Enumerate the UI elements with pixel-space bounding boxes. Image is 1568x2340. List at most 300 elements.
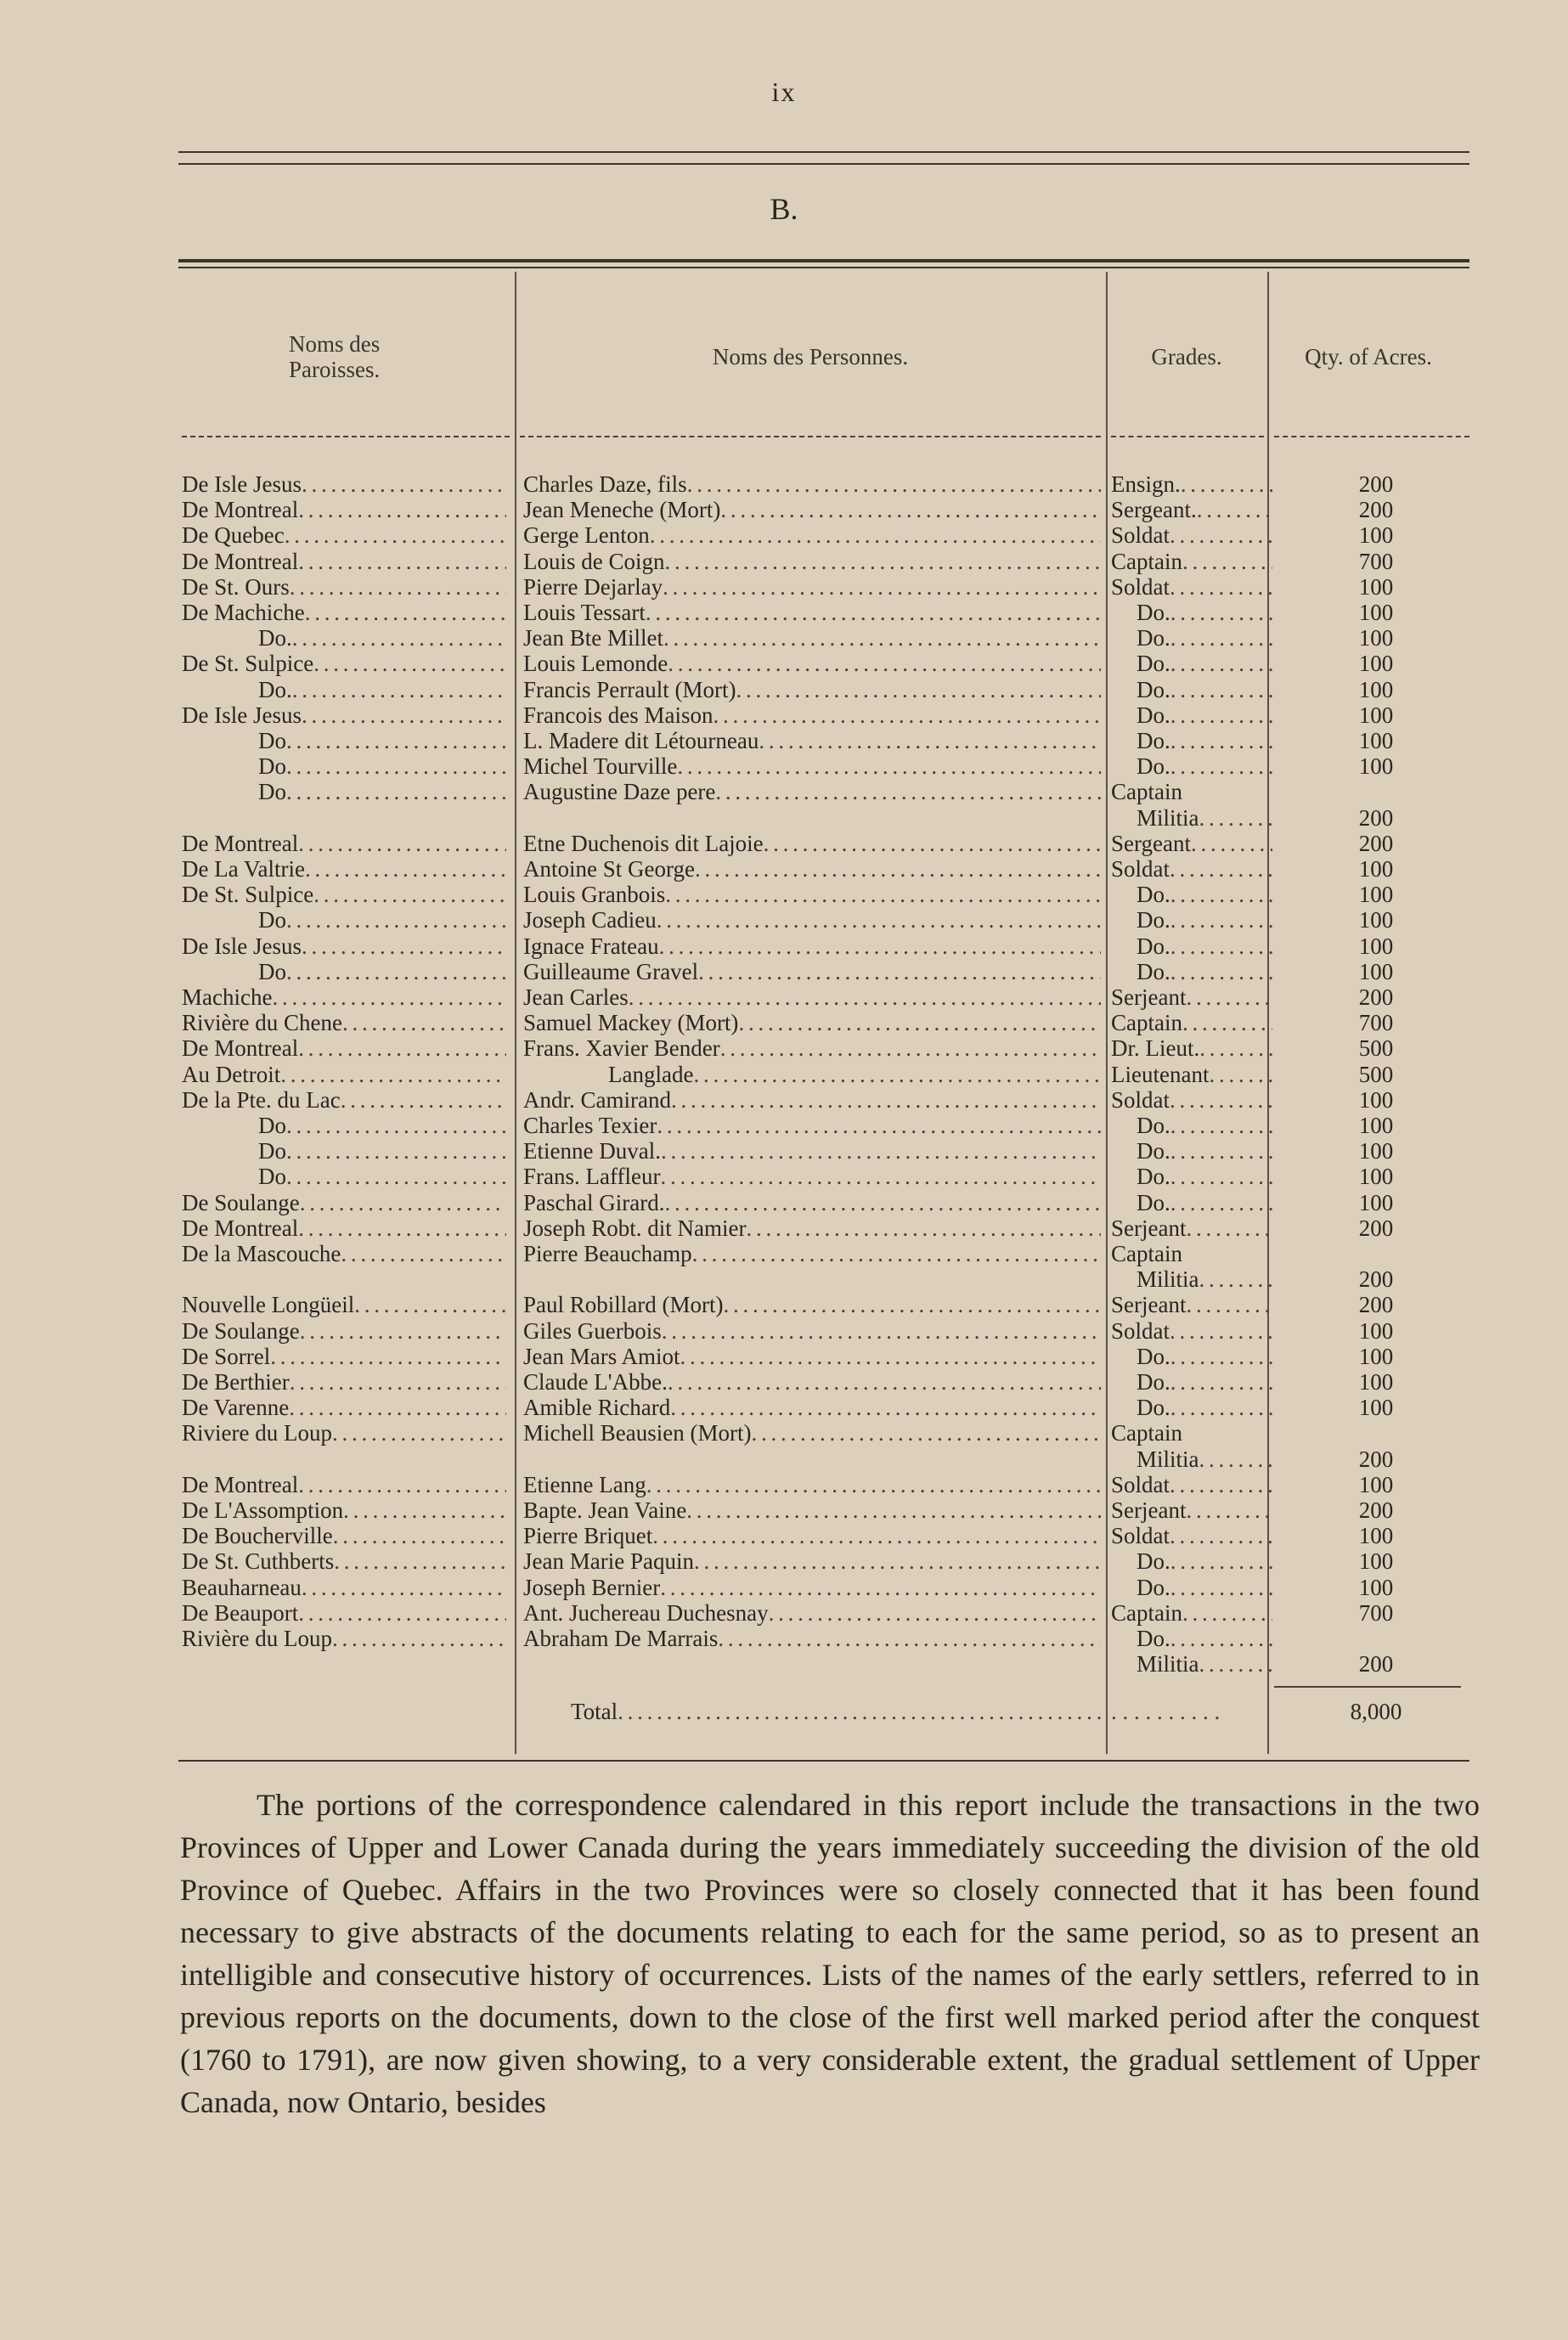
person-cell-text: Guilleaume Gravel [523,958,699,984]
parish-cell [182,1369,506,1395]
acres-cell: 100 [1358,933,1394,959]
acres-cell [1274,1241,1469,1266]
person-cell [523,522,1101,548]
table-row [178,1292,1469,1317]
parish-cell-text: De St. Cuthberts [182,1548,335,1575]
rank-cell: Captain [1111,1420,1182,1446]
rank-cell-text: Serjeant [1111,984,1187,1010]
table-row [178,779,1469,804]
acres-cell: 100 [1358,600,1394,625]
parish-cell-text: Nouvelle Longüeil [182,1292,355,1318]
acres-cell [1274,1420,1469,1446]
rank-cell-text: Do. [1137,1164,1170,1190]
person-cell-text: Frans. Xavier Bender [523,1035,720,1062]
table-row [178,522,1469,548]
acres-cell: 100 [1358,625,1394,651]
rank-cell-text: Soldat [1111,856,1170,882]
total-rule [1274,1686,1461,1688]
rank-cell-text: Do. [1137,702,1170,728]
person-cell [523,1523,1101,1548]
table-bottom-rule [178,1760,1469,1762]
parish-cell [182,1318,506,1344]
rank-cell-text: Captain [1111,548,1182,574]
rank-cell [1111,471,1272,497]
person-cell-text: Louis Lemonde [523,651,668,677]
person-cell-text: Ignace Frateau [523,933,659,959]
parish-cell [182,1575,506,1600]
person-cell-text: Giles Guerbois [523,1317,662,1344]
total-row [178,1699,1469,1724]
table-row [178,1241,1469,1266]
rank-cell [1111,1062,1272,1087]
person-cell [523,1241,1101,1266]
acres-cell: 200 [1358,1292,1394,1318]
rank-cell [1111,1266,1272,1292]
table-row [178,702,1469,728]
parish-cell-text: Do [258,728,286,753]
table-row [178,933,1469,959]
parish-cell [182,1344,506,1369]
person-cell [523,1600,1101,1626]
person-cell [523,1113,1101,1138]
person-cell [523,1138,1101,1164]
rank-cell-text: Militia [1137,1651,1199,1677]
parish-cell [182,1164,506,1189]
rank-cell-text: Do. [1137,753,1170,780]
person-cell [523,1215,1101,1241]
table-row [178,984,1469,1010]
table-row [178,1472,1469,1497]
acres-cell: 200 [1358,804,1394,831]
table-row [178,882,1469,907]
parish-cell-text: De Boucherville [182,1523,333,1549]
table-row [178,497,1469,522]
person-cell [523,959,1101,984]
rank-cell [1111,522,1272,548]
person-cell-text: Abraham De Marrais [523,1626,719,1651]
rank-cell [1111,497,1272,522]
acres-cell: 200 [1358,830,1394,856]
person-cell-text: Pierre Briquet [523,1523,653,1549]
rank-cell [1111,1369,1272,1395]
person-cell [523,702,1101,728]
acres-cell: 200 [1358,1266,1394,1293]
rank-cell [1111,1626,1272,1651]
header-dash-1 [182,436,510,437]
person-cell [523,1292,1101,1317]
parish-cell-text: De Montreal [182,1035,299,1062]
parish-cell [182,651,506,676]
acres-cell: 100 [1358,702,1394,728]
person-cell-text: Pierre Dejarlay [523,573,663,600]
table-row [178,1138,1469,1164]
parish-cell-text: De Beauport [182,1599,299,1626]
person-cell-text: Jean Meneche (Mort) [523,497,721,523]
rank-cell [1111,651,1272,676]
rank-cell-text: Captain [1111,1010,1182,1036]
acres-cell: 200 [1358,1446,1394,1472]
rank-cell-text: Ensign. [1111,471,1181,497]
person-cell-text: Jean Mars Amiot [523,1343,680,1369]
parish-cell [182,702,506,728]
person-cell [523,1190,1101,1215]
acres-cell: 100 [1358,1369,1394,1395]
person-cell [523,1062,1101,1087]
rank-cell-text: Do. [1137,1395,1170,1421]
parish-cell [182,728,506,753]
rank-cell-text: Serjeant [1111,1497,1187,1523]
rank-cell-text: Militia [1137,1266,1199,1293]
parish-cell-text: De Soulange [182,1189,300,1215]
header-dash-3 [1111,436,1264,437]
acres-cell: 100 [1358,1548,1394,1575]
rank-cell [1111,1215,1272,1241]
person-cell [523,471,1101,497]
table-row [178,805,1469,831]
acres-cell: 100 [1358,651,1394,677]
table-row [178,1035,1469,1061]
person-cell-text: Claude L'Abbe. [523,1369,668,1395]
table-row [178,1651,1469,1677]
person-cell [523,1344,1101,1369]
parish-cell [182,1062,506,1087]
rank-cell-text: Soldat [1111,522,1170,549]
parish-cell-text: De Soulange [182,1317,300,1344]
rank-cell: Captain [1111,779,1182,805]
acres-cell: 100 [1358,907,1394,933]
person-cell-text: Antoine St George [523,856,695,882]
rank-cell [1111,625,1272,651]
acres-cell: 100 [1358,522,1394,549]
parish-cell [182,1292,506,1317]
parish-cell-text: De Montreal [182,830,299,856]
parish-cell-text: De La Valtrie [182,856,305,882]
person-cell [523,1420,1101,1446]
rank-cell-text: Do. [1137,1574,1170,1600]
acres-cell: 100 [1358,1164,1394,1190]
rank-cell-text: Lieutenant [1111,1061,1210,1087]
rank-cell [1111,984,1272,1010]
person-cell-text: Pierre Beauchamp [523,1241,692,1266]
rank-cell [1111,1472,1272,1497]
rank-cell [1111,1190,1272,1215]
acres-cell: 500 [1358,1061,1394,1087]
parish-cell-text: De Montreal [182,1471,299,1497]
acres-cell: 700 [1358,1599,1394,1626]
rank-cell-text: Do. [1137,1189,1170,1215]
parish-cell [182,753,506,779]
acres-cell: 500 [1358,1035,1394,1062]
table-row [178,1266,1469,1292]
person-cell-text: Charles Texier [523,1113,657,1138]
parish-cell-text: De Montreal [182,1215,299,1241]
acres-cell: 700 [1358,548,1394,574]
table-row [178,1190,1469,1215]
acres-cell: 100 [1358,728,1394,753]
parish-cell [182,1190,506,1215]
table-row [178,728,1469,753]
table-row [178,1548,1469,1574]
acres-cell: 100 [1358,882,1394,908]
person-cell-text: Joseph Cadieu [523,907,657,933]
rank-cell [1111,1446,1272,1472]
rank-cell [1111,1292,1272,1317]
person-cell-text: Francis Perrault (Mort) [523,676,736,702]
parish-cell [182,933,506,959]
person-cell [523,1626,1101,1651]
table-row [178,1215,1469,1241]
table-row [178,856,1469,882]
parish-cell [182,1215,506,1241]
parish-cell [182,882,506,907]
rank-cell [1111,1651,1272,1677]
parish-cell [182,1626,506,1651]
parish-cell-text: De la Mascouche [182,1241,341,1266]
rank-cell [1111,805,1272,831]
person-cell [523,1548,1101,1574]
rank-cell [1111,1035,1272,1061]
rank-cell-text: Soldat [1111,1471,1170,1497]
rank-cell [1111,907,1272,933]
section-letter: B. [770,192,798,226]
acres-cell: 200 [1358,1651,1394,1677]
parish-cell-text: Do [258,1138,286,1164]
parish-cell-text: Do [258,753,286,780]
parish-cell-text: Riviere du Loup [182,1420,332,1446]
parish-cell-text: De Isle Jesus [182,933,302,959]
parish-cell-text: De Varenne [182,1395,290,1421]
rank-cell-text: Do. [1137,625,1170,651]
person-cell [523,831,1101,856]
top-rule-thin-2 [178,163,1469,165]
parish-cell [182,497,506,522]
rank-cell [1111,1344,1272,1369]
person-cell [523,882,1101,907]
rank-cell [1111,1164,1272,1189]
person-cell [523,1035,1101,1061]
rank-cell-text: Do. [1137,600,1170,625]
table-row [178,1113,1469,1138]
parish-cell-text: De St. Ours [182,573,290,600]
person-cell [523,677,1101,702]
acres-cell [1274,779,1469,804]
rank-cell [1111,1497,1272,1523]
acres-cell: 200 [1358,497,1394,523]
parish-cell [182,1472,506,1497]
rank-cell [1111,1523,1272,1548]
header-acres: Qty. of Acres. [1305,344,1432,369]
acres-cell: 100 [1358,1574,1394,1600]
top-rule-thin [178,151,1469,153]
person-cell [523,549,1101,574]
parish-cell-text: Do. [258,676,292,702]
acres-cell: 100 [1358,1395,1394,1421]
total-rank-dots: . . . . . . . . . . [1111,1699,1221,1724]
person-cell [523,728,1101,753]
parish-cell-text: De la Pte. du Lac [182,1086,341,1113]
parish-cell [182,1523,506,1548]
rank-cell-text: Soldat [1111,1086,1170,1113]
rank-cell-text: Dr. Lieut. [1111,1035,1200,1062]
parish-cell [182,1497,506,1523]
rank-cell-text: Soldat [1111,573,1170,600]
acres-cell: 100 [1358,676,1394,702]
person-cell-text: Frans. Laffleur [523,1164,661,1190]
parish-cell [182,907,506,933]
acres-cell: 100 [1358,1343,1394,1369]
table-row [178,1626,1469,1651]
acres-cell: 100 [1358,1189,1394,1215]
rank-cell [1111,1548,1272,1574]
person-cell [523,753,1101,779]
table-row [178,1344,1469,1369]
person-cell [523,1369,1101,1395]
table-row [178,1369,1469,1395]
person-cell-text: Michell Beausien (Mort) [523,1420,752,1446]
table-row [178,1575,1469,1600]
person-cell [523,779,1101,804]
table-row [178,651,1469,676]
rank-cell-text: Soldat [1111,1317,1170,1344]
parish-cell [182,984,506,1010]
person-cell-text: Andr. Camirand [523,1086,671,1113]
person-cell [523,1395,1101,1420]
parish-cell [182,1087,506,1113]
rank-cell [1111,933,1272,959]
person-cell-text: Joseph Robt. dit Namier [523,1215,747,1241]
parish-cell [182,1035,506,1061]
person-cell-text: Jean Bte Millet [523,625,663,651]
person-cell [523,1318,1101,1344]
person-cell-text: Francois des Maison [523,702,713,728]
table-row [178,959,1469,984]
rank-cell [1111,1318,1272,1344]
parish-cell [182,522,506,548]
parish-cell [182,1600,506,1626]
parish-cell-text: Beauharneau [182,1574,302,1600]
table-row [178,907,1469,933]
person-cell-text: Etienne Duval. [523,1138,661,1164]
rank-cell [1111,574,1272,600]
table-row [178,574,1469,600]
rank-cell [1111,1010,1272,1035]
person-cell [523,984,1101,1010]
rank-cell-text: Do. [1137,1113,1170,1138]
parish-cell-text: De Berthier [182,1369,290,1395]
person-cell [523,933,1101,959]
parish-cell-text: Do [258,958,286,984]
rank-cell-text: Do. [1137,882,1170,908]
rank-cell [1111,1087,1272,1113]
acres-cell [1274,1626,1469,1651]
parish-cell-text: De Quebec [182,522,285,549]
rank-cell [1111,831,1272,856]
table-row [178,1010,1469,1035]
rank-cell-text: Soldat [1111,1523,1170,1549]
table-row [178,831,1469,856]
person-cell-text: Samuel Mackey (Mort) [523,1010,739,1036]
rank-cell [1111,728,1272,753]
rank-cell [1111,753,1272,779]
rank-cell [1111,1138,1272,1164]
person-cell [523,600,1101,625]
rank-cell-text: Do. [1137,1626,1170,1651]
acres-cell: 100 [1358,1086,1394,1113]
acres-cell: 700 [1358,1010,1394,1036]
person-cell-text: Louis de Coign [523,548,665,574]
rank-cell: Captain [1111,1241,1182,1266]
table-row [178,549,1469,574]
person-cell-text: Michel Tourville [523,753,678,780]
rank-cell-text: Serjeant [1111,1292,1187,1318]
rank-cell-text: Do. [1137,958,1170,984]
parish-cell [182,1138,506,1164]
table-row [178,1446,1469,1472]
table-row [178,1420,1469,1446]
rank-cell-text: Do. [1137,933,1170,959]
acres-cell: 100 [1358,1471,1394,1497]
page-number: ix [771,76,797,107]
person-cell-text: Joseph Bernier [523,1574,661,1600]
parish-cell-text: De Montreal [182,497,299,523]
parish-cell-text: Rivière du Loup [182,1626,332,1651]
acres-cell: 200 [1358,1497,1394,1523]
person-cell-text: Paschal Girard. [523,1189,665,1215]
parish-cell [182,1548,506,1574]
parish-cell [182,471,506,497]
table-top-rule-thick [178,259,1469,262]
parish-cell [182,856,506,882]
person-cell-text: Louis Granbois [523,882,666,908]
acres-cell: 100 [1358,856,1394,882]
person-cell-text: Augustine Daze pere [523,779,716,805]
rank-cell [1111,959,1272,984]
parish-cell-text: De L'Assomption [182,1497,344,1523]
acres-cell: 200 [1358,984,1394,1010]
parish-cell [182,1395,506,1420]
header-parish: Noms des Paroisses. [289,331,381,382]
rank-cell-text: Captain [1111,1599,1182,1626]
parish-cell-text: De St. Sulpice [182,882,314,908]
acres-cell: 100 [1358,1317,1394,1344]
parish-cell-text: Machiche [182,984,273,1010]
parish-cell [182,600,506,625]
parish-cell [182,1241,506,1266]
parish-cell-text: Do [258,779,286,805]
person-cell-text: Ant. Juchereau Duchesnay [523,1599,769,1626]
person-cell-text: Bapte. Jean Vaine [523,1497,687,1523]
table-top-rule-thin [178,267,1469,268]
person-cell [523,1010,1101,1035]
table-row [178,600,1469,625]
person-cell-text: Louis Tessart [523,600,646,625]
total-label: Total [571,1699,618,1724]
acres-cell: 100 [1358,1113,1394,1138]
parish-cell [182,779,506,804]
person-cell [523,1087,1101,1113]
parish-cell [182,831,506,856]
parish-cell-text: Do [258,1113,286,1138]
person-cell-text: Charles Daze, fils [523,471,687,497]
total-value: 8,000 [1350,1699,1402,1724]
person-cell-text: Jean Carles [523,984,629,1010]
parish-cell-text: Do [258,1164,286,1190]
roster-table [178,272,1469,1762]
table-row [178,471,1469,497]
person-cell [523,625,1101,651]
header-dash-4 [1274,436,1469,437]
rank-cell-text: Do. [1137,1369,1170,1395]
